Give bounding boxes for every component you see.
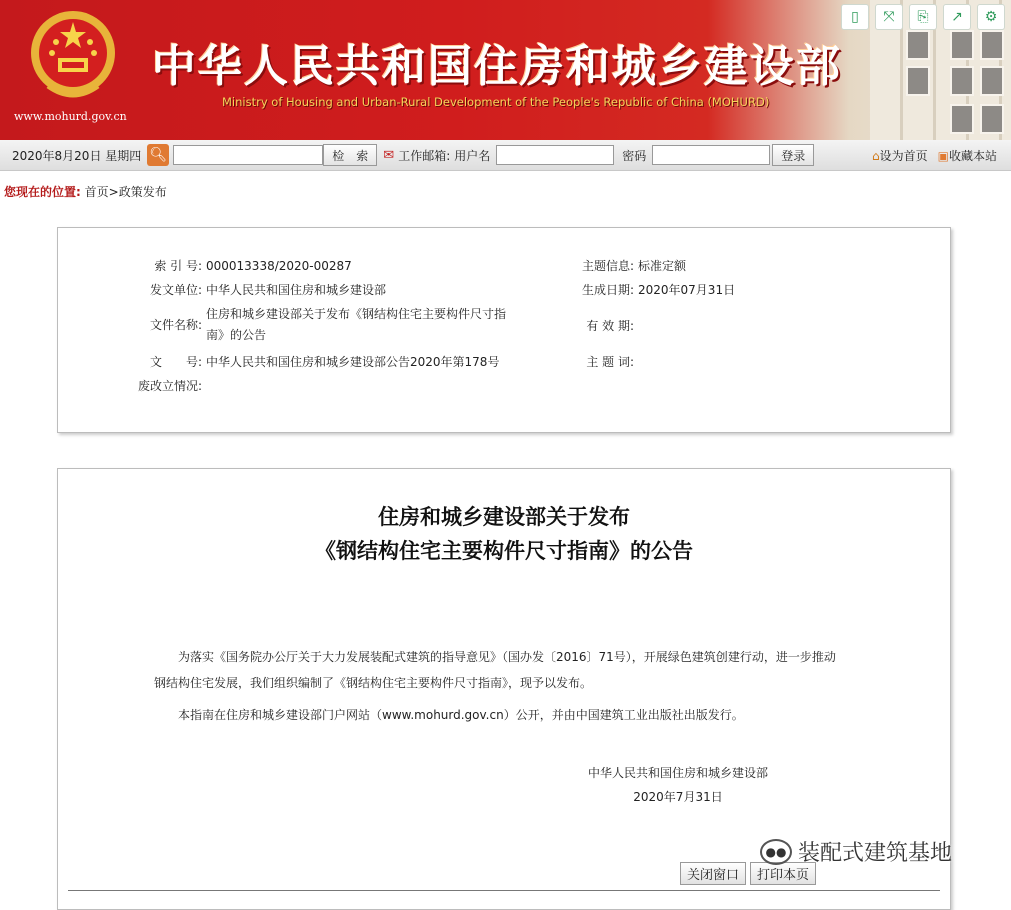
breadcrumb [4, 183, 167, 200]
wechat-watermark: ●● 装配式建筑基地 [760, 836, 952, 867]
username-input[interactable] [496, 145, 614, 165]
top-toolbar [0, 140, 1011, 171]
info-row-created: 生成日期: 2020年07月31日 [581, 283, 736, 297]
username-label: 用户名 [454, 148, 491, 163]
filename-line2: 南》的公告 [206, 328, 267, 342]
search-input[interactable] [173, 145, 323, 165]
info-row-docno: 文 号: 中华人民共和国住房和城乡建设部公告2020年第178号 [149, 355, 500, 369]
info-row-topic: 主题信息: 标准定额 [581, 259, 687, 273]
expand-icon[interactable]: ⤧ [875, 4, 903, 30]
info-row-filename: 文件名称: 住房和城乡建设部关于发布《钢结构住宅主要构件尺寸指 南》的公告 [149, 307, 507, 342]
share-icon[interactable]: ↗ [943, 4, 971, 30]
info-row-revision: 废改立情况: [137, 379, 202, 393]
info-row-index: 索 引 号: 000013338/2020-00287 [154, 259, 352, 273]
wechat-icon: ●● [760, 839, 792, 865]
breadcrumb-separator: > [108, 185, 119, 199]
info-row-issuer: 发文单位: 中华人民共和国住房和城乡建设部 [149, 283, 387, 297]
bottom-divider [68, 890, 940, 891]
site-title-cn: 中华人民共和国住房和城乡建设部 [152, 41, 842, 92]
search-icon[interactable]: 🔍︎ [147, 144, 169, 166]
info-row-keywords: 主 题 词: [586, 355, 634, 369]
site-title-en: Ministry of Housing and Urban-Rural Development of the People's Republic of China (MOHURD) [222, 95, 770, 109]
bookmark-icon: ▣ [937, 148, 949, 163]
breadcrumb-label: 您现在的位置: [4, 185, 81, 199]
article-paragraph-1: 为落实《国务院办公厅关于大力发展装配式建筑的指导意见》（国办发〔2016〕71号），开展绿色建筑创建行动，进一步推动 钢结构住宅发展，我们组织编制了《钢结构住宅主要构件尺寸指南》，现予以发布。 [154, 650, 836, 690]
password-input[interactable] [652, 145, 770, 165]
info-row-validity: 有 效 期: [586, 319, 634, 333]
bookmark-link[interactable]: ▣收藏本站 [937, 148, 997, 163]
search-button[interactable]: 检 索 [323, 144, 377, 166]
sign-date: 2020年7月31日 [633, 790, 723, 804]
article-title-line1: 住房和城乡建设部关于发布 [378, 505, 630, 529]
national-emblem-icon [28, 8, 118, 106]
mail-icon: ✉ [383, 147, 395, 163]
home-icon: ⌂ [872, 148, 880, 163]
breadcrumb-section[interactable]: 政策发布 [118, 185, 167, 199]
set-home-link[interactable]: ⌂设为首页 [872, 148, 928, 163]
login-button[interactable]: 登录 [772, 144, 814, 166]
site-url: www.mohurd.gov.cn [14, 110, 127, 123]
article-paragraph-2: 本指南在住房和城乡建设部门户网站（www.mohurd.gov.cn）公开，并由中国建筑工业出版社出版发行。 [178, 708, 744, 722]
phone-icon[interactable]: ▯ [841, 4, 869, 30]
header-banner [0, 0, 1011, 140]
filename-line1: 住房和城乡建设部关于发布《钢结构住宅主要构件尺寸指 [206, 307, 507, 321]
current-date: 2020年8月20日 星期四 [12, 148, 142, 163]
breadcrumb-home[interactable]: 首页 [84, 185, 109, 199]
settings-icon[interactable]: ⚙ [977, 4, 1005, 30]
work-mail-label: 工作邮箱: [398, 148, 451, 163]
password-label: 密码 [622, 148, 647, 163]
signature: 中华人民共和国住房和城乡建设部 [587, 766, 768, 780]
browser-tool-icons [841, 4, 1005, 30]
document-info-box [57, 227, 951, 433]
save-icon[interactable]: ⎘ [909, 4, 937, 30]
article-title-line2: 《钢结构住宅主要构件尺寸指南》的公告 [315, 539, 693, 563]
print-page-button[interactable]: 打印本页 [750, 862, 816, 885]
close-window-button[interactable]: 关闭窗口 [680, 862, 746, 885]
